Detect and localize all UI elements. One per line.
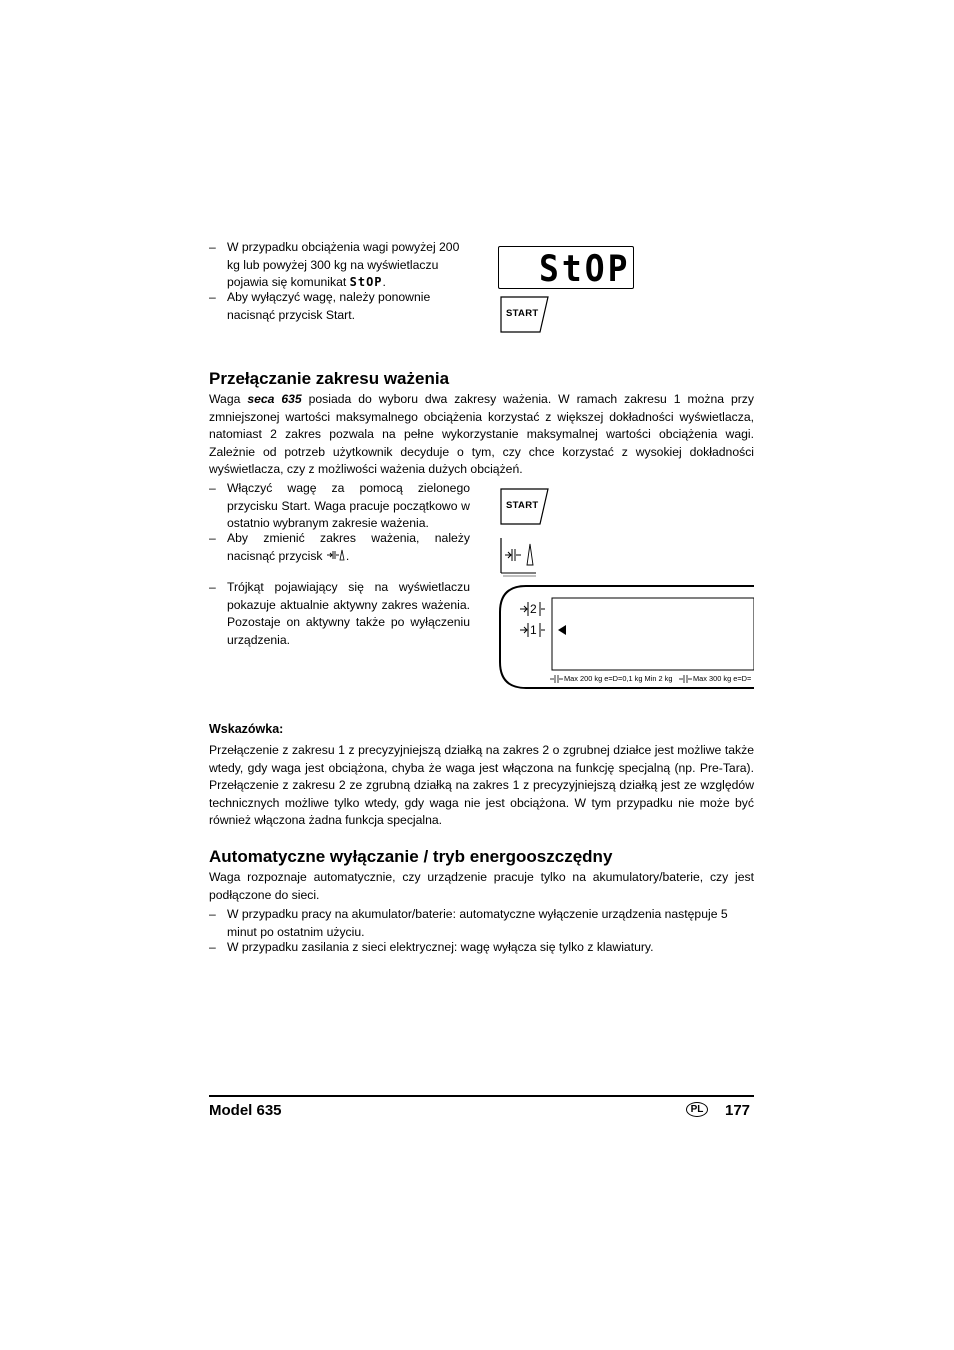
start-button-2-label: START [506,500,539,511]
stop-item-1: – W przypadku obciążenia wagi powyżej 200 kg lub powyżej 300 kg na wyświetlaczu pojawia się komunikat StOP. [209,240,460,289]
note-title: Wskazówka: [209,722,284,736]
auto-off-intro: Waga rozpoznaje automatycznie, czy urządzenie pracuje tylko na akumulatory/baterie, czy jest podłączone do sieci. [209,870,754,902]
footer-model: Model 635 [209,1102,282,1119]
range-item-1 [209,480,470,534]
range-item-3-text: Trójkąt pojawiający się na wyświetlaczu pokazuje aktualnie aktywny zakres ważenia. Pozostaje on aktywny także po wyłączeniu urządzenia. [227,580,470,647]
range-label-2: 2 [530,602,537,616]
list-dash: – [209,290,216,304]
auto-off-heading: Automatyczne wyłączanie / tryb energooszczędny [209,847,613,866]
list-dash: – [209,940,216,954]
range-item-1-text: Włączyć wagę za pomocą zielonego przycisku Start. Waga pracuje początkowo w ostatnio wybranym zakresie ważenia. [227,481,470,530]
range-item-2-text: Aby zmienić zakres ważenia, należy nacisnąć przycisk [227,531,470,563]
range-item-2: – Aby zmienić zakres ważenia, należy nacisnąć przycisk . [209,531,470,563]
note-text: Przełączenie z zakresu 1 z precyzyjniejszą działką na zakres 2 o zgrubnej działce jest możliwe także wtedy, gdy waga jest obciążona, chyba że waga jest włączona na funkcję specjalną (np. Pre-Tara). Przełączenie z zakresu 2 ze zgrubną działką na zakres 1 z precyzyjniejszą działką jest ze względów technicznych możliwe tylko wtedy, gdy waga nie jest obciążona. W tym przypadku nie może być również włączona żadna funkcja specjalna. [209,743,754,827]
auto-off-item-2-text: W przypadku zasilania z sieci elektrycznej: wagę wyłącza się tylko z klawiatury. [227,940,654,954]
panel-spec-strip-1: Max 200 kg e=D=0,1 kg Min 2 kg [564,674,673,683]
range-intro: Waga seca 635 posiada do wyboru dwa zakresy ważenia. W ramach zakresu 1 można przy zmniejszonej wartości maksymalnego obciążenia korzystać z większej dokładności wyświetlacza, natomiast 2 zakres pozwala na pełne wykorzystanie maksymalnej wartości obciążenia wagi. Zależnie od potrzeb użytkownik decyduje o tym, czy chce korzystać z wysokiej dokładności wyświetlacza, czy z możliwości ważenia dużych obciążeń. [209,392,754,476]
stop-display [498,246,634,289]
start-button-1-label: START [506,308,539,319]
list-dash: – [209,531,216,545]
footer-lang-badge: PL [686,1102,708,1117]
list-dash: – [209,240,216,254]
list-dash: – [209,580,216,594]
brand-name: seca 635 [247,392,302,406]
stop-item-2 [209,289,470,325]
stop-display-text: StOP [539,247,631,290]
stop-item-2-text: Aby wyłączyć wagę, należy ponownie nacisnąć przycisk Start. [227,290,431,322]
footer-rule [209,1095,754,1097]
range-switch-icon-inline [326,549,346,561]
footer-page-number: 177 [725,1102,751,1119]
panel-spec-strip-2: Max 300 kg e=D= [693,674,752,683]
auto-off-item-2 [209,939,754,957]
stop-item-1-text: W przypadku obciążenia wagi powyżej 200 kg lub powyżej 300 kg na wyświetlaczu pojawia się komunikat [227,240,460,289]
auto-off-item-1-text: W przypadku pracy na akumulator/baterie: automatyczne wyłączenie urządzenia następuje 5 minut po ostatnim użyciu. [227,907,728,939]
range-label-1: 1 [530,623,537,637]
range-heading: Przełączanie zakresu ważenia [209,369,450,388]
range-item-3 [209,579,470,651]
stop-code-inline: StOP [349,275,383,289]
list-dash: – [209,907,216,921]
auto-off-item-1 [209,906,754,942]
range-switch-button[interactable] [500,536,538,578]
list-dash: – [209,481,216,495]
active-range-triangle [558,625,566,635]
